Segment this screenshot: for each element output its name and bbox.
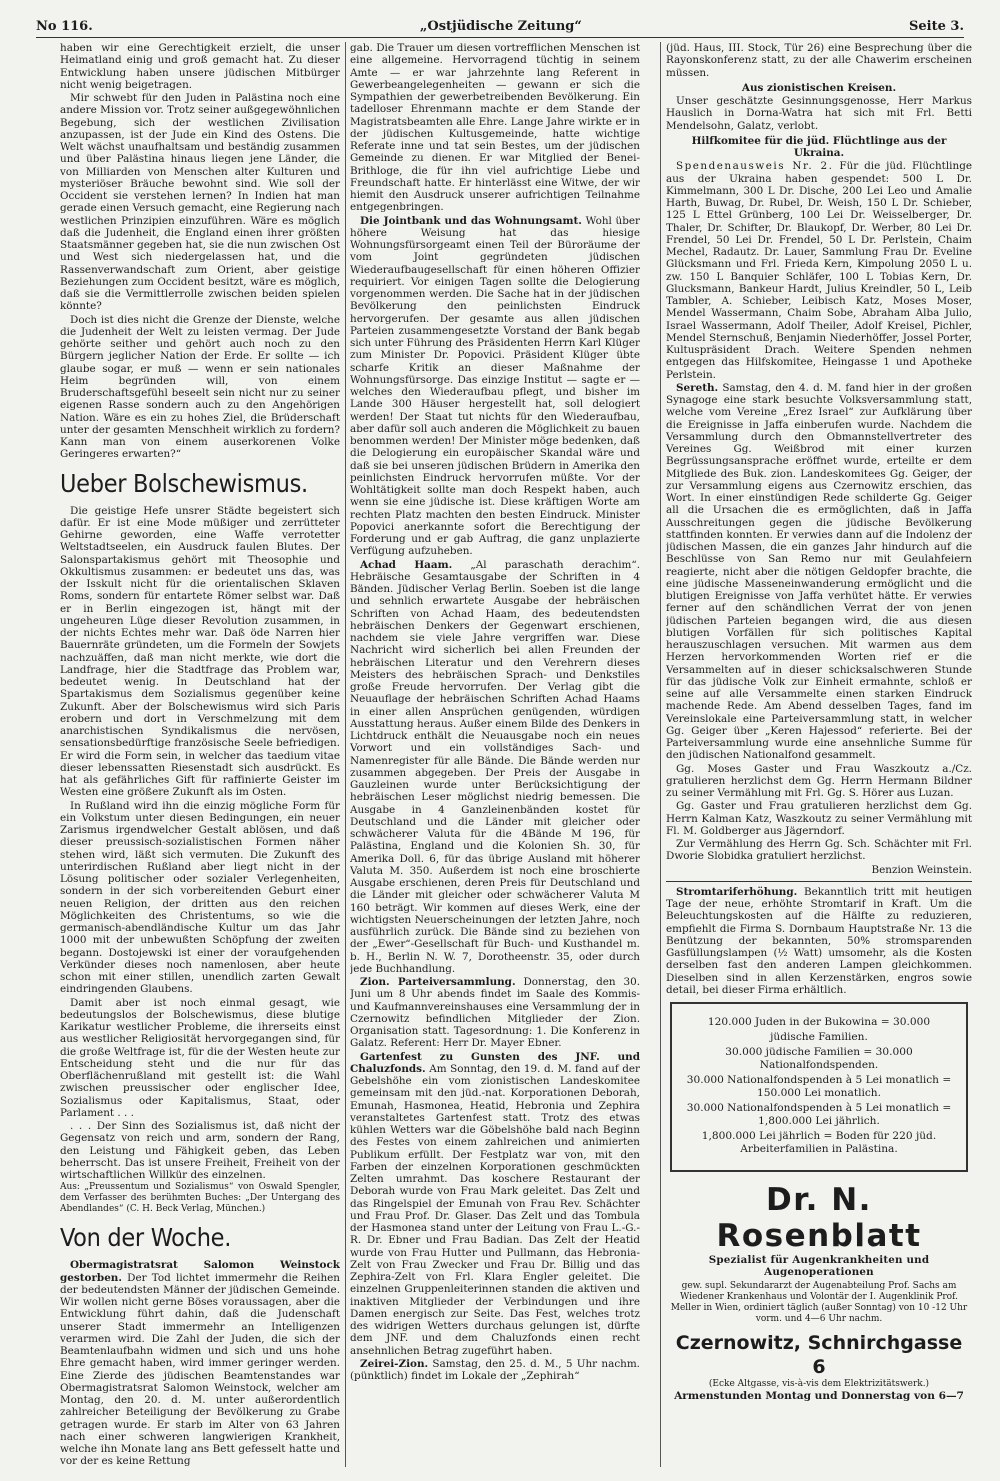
ad-description: gew. supl. Sekundararzt der Augenabteilung Prof. Sachs am Wiedener Krankenhaus und Volontär der I. Augenklinik Prof. Meller in Wien, ordiniert täglich (außer Sonntag) von 10 -12 Uhr vorm. und 4—6 Uhr nachm. — [670, 1280, 968, 1324]
ad-doctor-name: Dr. N. Rosenblatt — [716, 1182, 922, 1254]
column-3 — [666, 42, 972, 1472]
article-title: Gartenfest zu Gunsten des JNF. und Chaluzfonds. — [350, 1050, 640, 1075]
section-heading: Von der Woche. — [60, 1223, 232, 1253]
ad-corner: (Ecke Altgasse, vis-à-vis dem Elektrizitätswerk.) — [708, 1378, 930, 1389]
article-title: Sereth. — [676, 381, 719, 394]
column-2 — [350, 42, 640, 1472]
ad-address: Czernowitz, Schnirchgasse 6 — [675, 1331, 963, 1378]
article-title: Zeirei-Zion. — [360, 1357, 429, 1370]
congratulation: Gg. Gaster und Frau gratulieren herzlichst dem Gg. Herrn Kalman Katz, Waszkoutz zu seiner Vermählung mit Fl. M. Goldberger aus Jägerndorf. — [666, 800, 972, 837]
page-header — [36, 10, 964, 38]
paragraph: In Rußland wird ihn die einzig mögliche Form für ein Volkstum unter diesen Bedingungen, ein neuer Zarismus irgendwelcher Gestalt ablösen, und daß dieser preussisch-sozialistischen Formen näher stehen wird, läßt sich vermuten. Die Zukunft des unterirdischen Rußland aber liegt nicht in der Lösung politischer oder sozialer Verlegenheiten, sondern in der sich vorbereitenden Geburt einer neuen Religion, der dritten aus den reichen Möglichkeiten des Christentums, so wie die germanisch-abendländische Kultur um das Jahr 1000 mit der unbewußten Schöpfung der zweiten begann. Dostojewski ist einer der voraufgehenden Verkünder dieses noch namenlosen, aber heute schon mit einer stillen, unendlich zarten Gewalt eindringenden Glaubens. — [60, 799, 340, 996]
divider — [666, 881, 972, 882]
box-line: 30.000 Nationalfondspenden à 5 Lei monatlich = 150.000 Lei monatlich. — [686, 1074, 952, 1099]
column-1 — [60, 42, 340, 1472]
paragraph: (jüd. Haus, III. Stock, Tür 26) eine Besprechung über die Rayonskonferenz statt, zu der alle Chawerim erscheinen müssen. — [666, 42, 972, 79]
section-heading: Ueber Bolschewismus. — [60, 468, 308, 498]
nationalfond-box — [670, 1002, 968, 1172]
column-rule — [660, 42, 661, 1467]
box-line: 30.000 jüdische Familien = 30.000 Nationalfondspenden. — [725, 1046, 913, 1071]
page-number: Seite 3. — [909, 19, 964, 34]
ad-hours: Armenstunden Montag und Donnerstag von 6—7 — [674, 1389, 964, 1402]
article-text: Samstag, den 4. d. M. fand hier in der großen Synagoge eine stark besuchte Volksversammlung statt, welche vom Vereine „Erez Israel“ zur Aufklärung über die Ereignisse in Jaffa einberufen wurde. Nachdem die Versammlung durch den Obmannstellvertreter des Vereines Gg. Weißbrod mit einer kurzen Begrüssungsansprache eröffnet wurde, erteilte er dem Mitgliede des Buk. zion. Landeskomitees Gg. Geiger, der zur Versammlung eigens aus Czernowitz erschien, das Wort. In einer einstündigen Rede schilderte Gg. Geiger all die Ursachen die es ermöglichten, daß in Jaffa Ausschreitungen gegen die jüdische Bevölkerung stattfinden konnten. Er verwies dann auf die Indolenz der jüdischen Massen, die ein ganzes Jahr hindurch auf die Beschlüsse von San Remo nur mit Geulahfeiern reagierte, nicht aber die nötigen Geldopfer brachte, die eine jüdische Masseneinwanderung ermöglicht und die blutigen Ereignisse von Jaffa verhütet hätte. Er verwies ferner auf den schändlichen Verrat der von jenen jüdischen Parteien begangen wird, die aus diesen blutigen Vorfällen für sich politisches Kapital herauszuschlagen versuchen. Mit warmen aus dem Herzen hervorkommenden Worten rief er die Versammelten auf in dieser schicksalschweren Stunde für das jüdische Volk zur Einheit ermahnte, schloß er seine auf alle Versammelte einen starken Eindruck machende Rede. Am Abend desselben Tages, fand im Vereinslokale eine Parteiversammlung statt, in welcher Gg. Geiger über „Keren Hajessod“ referierte. Bei der Parteiversammlung wurde eine ansehnliche Summe für den jüdischen Nationalfond gesammelt. — [666, 381, 972, 762]
article-text: Der Tod lichtet immermehr die Reihen der bedeutendsten Männer der jüdischen Gemeinde. Wir wollen nicht gerne Böses voraussagen, aber die Entwicklung führt dahin, daß die Judenschaft unserer Stadt immermehr an Intelligenzen verarmen wird. Die Zahl der Juden, die sich der Beamtenlaufbahn widmen und sich und uns hohe Ehre gemacht haben, wird immer geringer werden. Eine Zierde des jüdischen Beamtenstandes war Obermagistratsrat Salomon Weinstock, welcher am Montag, den 20. d. M. unter außerordentlich zahlreicher Beteiligung der Bevölkerung zu Grabe getragen wurde. Er starb im Alter von 63 Jahren nach einer schweren langwierigen Krankheit, welche ihn Monate lang ans Bett gefesselt hatte und vor der es keine Rettung — [60, 1271, 340, 1468]
congratulation: Zur Vermählung des Herrn Gg. Sch. Schächter mit Frl. Dworie Slobidka gratuliert herzlichst. — [666, 838, 972, 863]
newspaper-title: „Ostjüdische Zeitung“ — [419, 19, 582, 34]
article-text: Wohl über höhere Weisung hat das hiesige Wohnungsfürsorgeamt einen Teil der Büroräume der vom Joint gegründeten jüdischen Wiederaufbaugesellschaft für einen höheren Offizier requiriert. Vor einigen Tagen sollte die Delogierung vorgenommen werden. Die Sache hat in der jüdischen Bevölkerung den peinlichsten Eindruck hervorgerufen. Der gesamte aus allen jüdischen Parteien zusammengesetzte Vorstand der Bank begab sich unter Führung des Präsidenten Herrn Karl Klüger zum Minister Dr. Popovici. Präsident Klüger übte scharfe Kritik an dieser Maßnahme der Wohnungsfürsorge. Das einzige Institut — sagte er — welches den Wiederaufbau pflegt, und bisher im Lande 300 Häuser hergestellt hat, soll delogiert werden! Der Staat tut nichts für den Wiederaufbau, aber dafür soll auch anderen die Möglichkeit zu bauen benommen werden! Der Minister möge bedenken, daß die Delogierung ein europäischer Skandal wäre und daß sie bei unseren jüdischen Brüdern in Amerika den peinlichsten Eindruck hervorrufen müßte. Vor der Wohltätigkeit sollte man doch Respekt haben, auch wenn sie eine jüdische ist. Diese kräftigen Worte am rechten Platz machten den besten Eindruck. Minister Popovici anerkannte sofort die Berechtigung der Forderung und er gab Auftrag, die ganz unplazierte Verfügung aufzuheben. — [350, 214, 640, 558]
box-line: 120.000 Juden in der Bukowina = 30.000 — [707, 1016, 931, 1028]
article-title: Hilfkomitee für die jüd. Flüchtlinge aus der Ukraina. — [691, 134, 947, 159]
paragraph: Mir schwebt für den Juden in Palästina noch eine andere Mission vor. Trotz seiner außgegewöhnlichen Begebung, sich der westlichen Zivilisation anzupassen, ist der Jude ein Kind des Ostens. Die Welt wächst unaufhaltsam und beständig zusammen und über Palästina hinaus liegen jene Länder, die von Milliarden von Menschen alter Kulturen und mysteriöser Bräuche bewohnt sind. Wie soll der Occident sie verstehen lernen? In Indien hat man gerade einen Versuch gemacht, eine Regierung nach westlichen Prinzipien einzuführen. Wäre es möglich daß die Judenheit, die England einen ihrer größten Staatsmänner gegeben hat, sie die nun zwischen Ost und West sich niedergelassen hat, und die Rassenverwandschaft zum Orient, aber geistige Beziehungen zum Occident besitzt, wäre es möglich, daß sie die Vermittlerrolle zwischen beiden spielen könnte? — [60, 92, 340, 313]
signature: Benzion Weinstein. — [871, 863, 972, 876]
article-text: Für die jüd. Flüchtlinge aus der Ukraina haben gespendet: 500 L Dr. Kimmelmann, 300 L Dr. Dische, 200 Lei Leo und Amalie Harth, Buwag, Dr. Rubel, Dr. Weish, 150 L Dr. Schieber, 125 L Ettel Grünberg, 100 Lei Dr. Weisselberger, Dr. Thaler, Dr. Schifter, Dr. Blaukopf, Dr. Werber, 80 Lei Dr. Frendel, 50 Lei Dr. Frendel, 50 L Dr. Perlstein, Chaim Mechel, Radautz. Dr. Lauer, Sammlung Frau Dr. Eveline Glücksmann und Frl. Frieda Kern, Kimpolung 2050 L u. zw. 150 L Banquier Schläfer, 100 L Tobias Kern, Dr. Glucksmann, Bankeur Hardt, Julius Kreindler, 50 L, Leib Tambler, A. Schieber, Leibisch Katz, Moses Moser, Mendel Wassermann, Chaim Sobe, Abraham Alba Julio, Israel Wassermann, Adolf Theiler, Adolf Kreisel, Pichler, Mendel Sternschuß, Benjamin Niederhöffer, Jossel Porter, Kultuspräsident Drach. Weitere Spenden nehmen entgegen das Hilfskomitee, Heingasse 1 und Apotheke Perlstein. — [666, 160, 972, 381]
donation-list-title: Spendenausweis Nr. 2. — [676, 160, 834, 173]
paragraph: Doch ist dies nicht die Grenze der Dienste, welche die Judenheit der Welt zu leisten vermag. Der Jude gehörte seither und gehört auch noch zu den Bürgern jeglicher Nation der Erde. Er sollte — ich glaube sogar, er muß — wenn er sein nationales Heim begründen will, von einem Bruderschaftsgefühl beseelt sein nicht nur zu seiner eigenen Rasse sondern auch zu den Angehörigen Nation. Wäre es ein zu hohes Ziel, die Brüderschaft unter der gesamten Menschheit wirklich zu fordern? Kann man von einem auserkorenen Volke Geringeres erwarten?“ — [60, 313, 340, 461]
article-text: Donnerstag, den 30. Juni um 8 Uhr abends findet im Saale des Kommis- und Kaufmannvereinshauses eine Versammlung der in Czernowitz befindlichen Mitglieder der Zion. Organisation statt. Tagesordnung: 1. Die Konferenz in Galatz. Referent: Herr Dr. Mayer Ebner. — [350, 976, 640, 1050]
article-text: Am Sonntag, den 19. d. M. fand auf der Gebelshöhe ein vom zionistischen Landeskomitee gemeinsam mit den jüd.-nat. Korporationen Deborah, Emunah, Hasmonea, Heatid, Hebronia und Zephira veranstaltetes Gartenfest statt. Trotz des etwas kühlen Wetters war die Göbelshöhe bald nach Beginn des Festes von einem zahlreichen und animierten Publikum erfüllt. Der Festplatz war von, mit den Farben der einzelnen Korporationen geschmückten Zelten umrahmt. Das koschere Restaurant der Deborah wurde von Frau Mark geleitet. Das Zelt und das Ringelspiel der Emunah von Frau Rev. Schächter und Frau Prof. Dr. Glaser. Das Zelt und das Tombula der Hasmonea stand unter der Leitung von Frau L.-G.-R. Dr. Ebner und Frau Badian. Das Zelt der Heatid wurde von Frau Hutter und Pullmann, das Hebronia-Zelt von Frau Zwecker und Frau Dr. Billig und das Zephira-Zelt von Frl. Klara Engler geleitet. Die einzelnen Gruppenleiterinnen standen die aktiven und inaktiven Mitglieder der Verbindungen und ihre Damen energisch zur Seite. Das Fest, welches trotz des widrigen Wetters durchaus gelungen ist, dürfte dem JNF. und dem Chaluzfonds einen recht ansehnlichen Betrag zugeführt haben. — [350, 1062, 640, 1357]
article-title: Aus zionistischen Kreisen. — [741, 81, 897, 94]
box-line: jüdische Familien. — [770, 1031, 868, 1043]
article-title: Achad Haam. — [360, 558, 453, 571]
article-text: Unser geschätzte Gesinnungsgenosse, Herr Markus Hauslich in Dorna-Watra hat sich mit Frl. Betti Mendelsohn, Galatz, verlobt. — [666, 95, 972, 132]
article-text: „Al paraschath derachim“. Hebräische Gesamtausgabe der Schriften in 4 Bänden. Jüdischer Verlag Berlin. Soeben ist die lange und sehnlich erwartete Ausgabe der hebräischen Schriften von Achad Haam, des bedeutendsten hebräischen Denkers der Gegenwart erschienen, nachdem sie viele Jahre vergriffen war. Diese Nachricht wird sicherlich bei allen Freunden der hebräischen Literatur und den Verehrern dieses Meisters des hebräischen Sprach- und Denkstiles große Freude hervorrufen. Der Verlag gibt die Neuauflage der hebräischen Schriften Achad Haams in einer allen Ansprüchen genügenden, würdigen Ausstattung heraus. Außer einem Bilde des Denkers in Lichtdruck enthält die Neuausgabe noch ein neues Vorwort und ein vollständiges Sach- und Namenregister für alle Bände. Die Bände werden nur zusammen abgegeben. Der Preis der Ausgabe in Gauzleinen wurde unter Berücksichtigung der hebräischen Leser möglichst niedrig bemessen. Die Ausgabe in 4 Ganzleinenbänden kostet für Deutschland und die Länder mit gleicher oder schwächerer Valuta für die 4Bände M 196, für Palästina, England und die Kolonien Sh. 30, für Amerika Doll. 6, für das übrige Ausland mit höherer Valuta M. 350. Außerdem ist noch eine broschierte Ausgabe erschienen, deren Preis für Deutschland und die Länder mit gleicher oder schwächerer Valuta M 160 beträgt. Wir kommen auf dieses Werk, eine der wichtigsten Neuerscheinungen der letzten Jahre, noch ausführlich zurück. Die Bände sind zu beziehen von der „Ewer“-Gesellschaft für Buch- und Kusthandel m. b. H., Berlin N. W. 7, Dorotheenstr. 35, oder durch jede Buchhandlung. — [350, 558, 640, 975]
congratulation: Gg. Moses Gaster und Frau Waszkoutz a./Cz. gratulieren herzlichst dem Gg. Herrn Hermann Bildner zu seiner Vermählung mit Frl. Gg. S. Hörer aus Luzan. — [666, 762, 972, 799]
paragraph: Damit aber ist noch einmal gesagt, wie bedeutungslos der Bolschewismus, diese blutige Karikatur westlicher Probleme, die ihrerseits einst aus westlicher Religiosität hervorgegangen sind, für die große Weltfrage ist, für die der Westen heute zur Entscheidung steht und die nur für das Oberflächenrußland mit gestellt ist: die Wahl zwischen preussischer oder englischer Idee, Sozialismus oder Kapitalismus, Staat, oder Parlament . . . — [60, 996, 340, 1119]
issue-number: No 116. — [36, 19, 93, 34]
paragraph: . . . Der Sinn des Sozialismus ist, daß nicht der Gegensatz von reich und arm, sondern der Rang, den Leistung und Fähigkeit geben, das Leben beherrscht. Das ist unsere Freiheit, Freiheit von der wirtschaftlichen Willkür des einzelnen. — [60, 1120, 340, 1181]
article-title: Zion. Parteiversammlung. — [360, 976, 516, 988]
paragraph: haben wir eine Gerechtigkeit erzielt, die unser Heimatland einig und groß gemacht hat. Zu dieser Entwicklung haben unsere jüdischen Mitbürger nicht wenig beigetragen. — [60, 42, 340, 91]
paragraph: gab. Die Trauer um diesen vortrefflichen Menschen ist eine allgemeine. Hervorragend tüchtig in seinem Amte — er war jahrzehnte lang Referent in Gewerbeangelegenheiten — gewann er sich die Sympathien der gewerbetreibenden Bevölkerung. Ein tadelloser Ehrenmann machte er dem Stande der Magistratsbeamten alle Ehre. Lange Jahre wirkte er in der jüdischen Kultusgemeinde, hatte wichtige Referate inne und tat sein Bestes, um der jüdischen Gemeinde zu dienen. Er war Mitglied der Benei-Brithloge, die für ihn viel aufrichtige Liebe und Freundschaft hatte. Er hinterlässt eine Witwe, der wir hiemit den Ausdruck unserer aufrichtigen Teilnahme entgegenbringen. — [350, 42, 640, 214]
box-line: 1,800.000 Lei jährlich = Boden für 220 jüd. Arbeiterfamilien in Palästina. — [701, 1130, 937, 1155]
column-rule — [345, 42, 346, 1467]
article-title: Stromtariferhöhung. — [676, 885, 798, 898]
paragraph: Die geistige Hefe unsrer Städte begeistert sich dafür. Er ist eine Mode müßiger und zerrütteter Gehirne geworden, eine Waffe verrotetter Weltstadtseelen, ein Ausdruck faulen Blutes. Der Salonspartakismus gehört mit Theosophie und Okkultismus zusammen: er bedeutet uns das, was der Isskult nicht für die orientalischen Sklaven Roms, sondern für entartete Römer selbst war. Daß er in Berlin eingezogen ist, hängt mit der ungeheuren Lüge dieser Revolution zusammen, in der nichts Echtes mehr war. Daß öde Narren hier Bauernräte gründeten, um die Formeln der Sowjets nachzuäffen, daß man nicht merkte, wie dort die Landfrage, hier die Stadtfrage das Problem war, bedeutet wenig. In Deutschland hat der Spartakismus dem Sozialismus gegenüber keine Zukunft. Aber der Bolschewismus wird sich Paris erobern und dort in Verschmelzung mit dem anarchistischen Syndikalismus die nervösen, sensationsbedürftige französische Seele befriedigen. Er wird die Form sein, in welcher das taedium vitae dieser lebenssatten Riesenstadt sich ausdrückt. Es hat als gefährliches Gift für raffinierte Geister im Westen eine größere Zukunft als im Osten. — [60, 504, 340, 799]
article-title: Obermagistratsrat Salomon Weinstock gestorben. — [60, 1259, 340, 1284]
article-text: Bekanntlich tritt mit heutigen Tage der neue, erhöhte Stromtarif in Kraft. Um die Beleuchtungskosten auf die Hälfte zu reduzieren, empfiehlt die Firma S. Dornbaum Hauptstraße Nr. 13 die Benützung der bekannten, 50% stromsparenden Gasfüllungslampen (½ Watt) umsomehr, als die Kosten derselben fast den anderen Lampen gleichkommen. Dieselben sind in allen Kerzenstärken, engros sowie detail, bei dieser Firma erhältlich. — [666, 885, 972, 996]
box-line: 30.000 Nationalfondspenden à 5 Lei monatlich = 1,800.000 Lei jährlich. — [686, 1102, 952, 1127]
ad-specialty: Spezialist für Augenkrankheiten und Augenoperationen — [708, 1254, 930, 1279]
article-title: Die Jointbank und das Wohnungsamt. — [360, 214, 582, 227]
article-text: Samstag, den 25. d. M., 5 Uhr nachm. (pünktlich) findet im Lokale der „Zephirah“ — [350, 1357, 640, 1382]
source-note: Aus: „Preussentum und Sozialismus“ von Oswald Spengler, dem Verfasser des berühmten Buches: „Der Untergang des Abendlandes“ (C. H. Beck Verlag, München.) — [60, 1182, 340, 1215]
